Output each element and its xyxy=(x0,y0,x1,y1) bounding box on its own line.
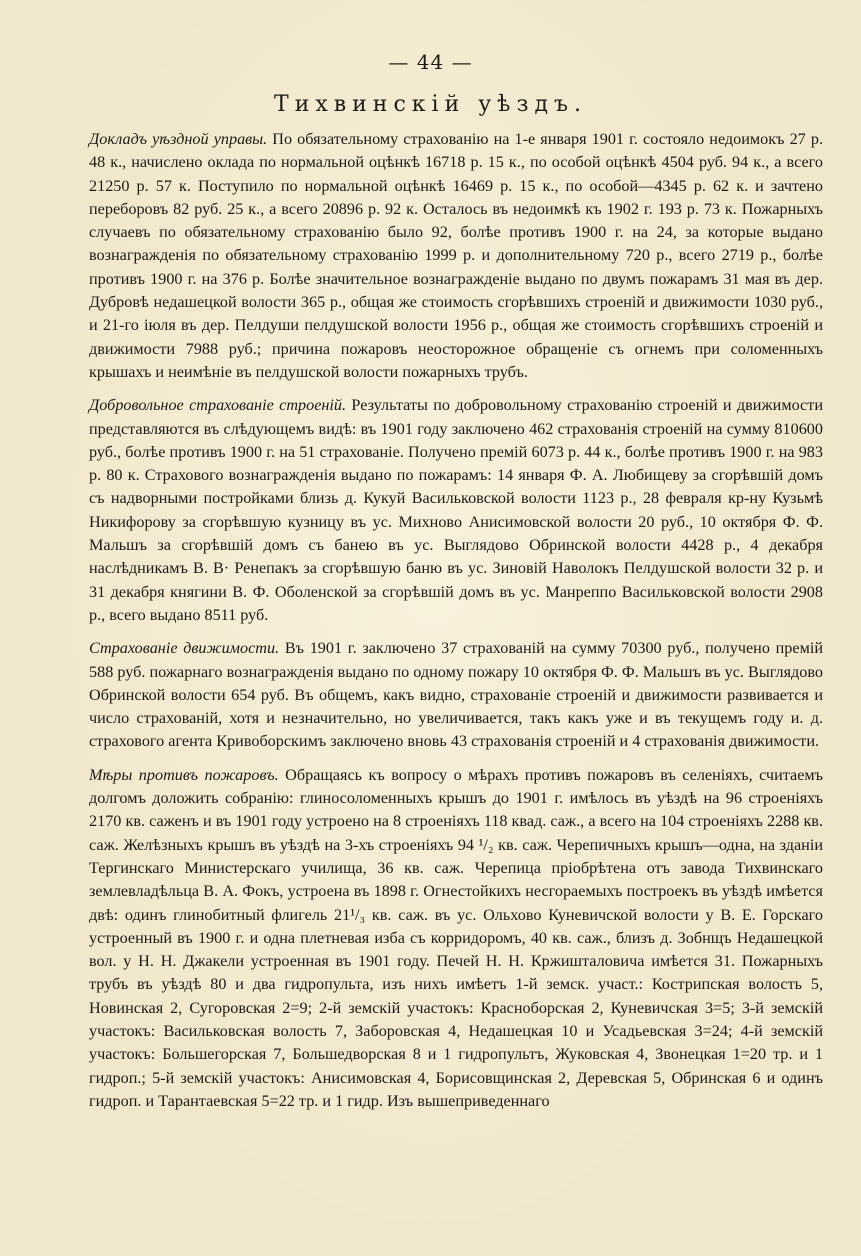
body-text xyxy=(89,128,823,1123)
paragraph-movable-property-insurance xyxy=(89,637,823,753)
paragraph-text: Обращаясь къ вопросу о мѣрахъ противъ пожаровъ въ селеніяхъ, считаемъ долгомъ доложить собранію: глиносоломенныхъ крышъ до 1901 г. имѣлось въ уѣздѣ на 96 строеніяхъ 2170 кв. саженъ и въ 1901 году устроено на 8 строеніяхъ 118 квад. саж., а всего на 104 строеніяхъ 2288 кв. саж. Желѣзныхъ крышъ въ уѣздѣ на 3-хъ строеніяхъ 94 ¹/₂ кв. саж. Черепичныхъ крышъ—одна, на зданіи Тергинскаго Министерскаго училища, 36 кв. саж. Черепица пріобрѣтена отъ завода Тихвинскаго землевладѣльца В. А. Фокъ, устроена въ 1898 г. Огнестойкихъ несгораемыхъ построекъ въ уѣздѣ имѣется двѣ: одинъ глинобитный флигель 21¹/₃ кв. саж. въ ус. Ольхово Куневичской волости у В. Е. Горскаго устроенный въ 1900 г. и одна плетневая изба съ корридоромъ, 40 кв. саж., близъ д. Зобнщъ Недашецкой вол. у Н. Н. Джакели устроенная въ 1901 году. Печей Н. Н. Кржишталовича имѣется 31. Пожарныхъ трубъ въ уѣздѣ 80 и два гидропульта, изъ нихъ имѣетъ 1-й земск. участ.: Кострипская волость 5, Новинская 2, Сугоровская 2=9; 2-й земскій участокъ: Красноборская 2, Куневичская 3=5; 3-й земскій участокъ: Васильковская волость 7, Заборовская 4, Недашецкая 10 и Усадьевская 3=24; 4-й земскій участокъ: Большегорская 7, Большедворская 8 и 1 гидропультъ, Жуковская 4, Звонецкая 1=20 тр. и 1 гидроп.; 5-й земскій участокъ: Анисимовская 4, Борисовщинская 2, Деревская 5, Обринская 6 и одинъ гидроп. и Тарантаевская 5=22 тр. и 1 гидр. Изъ вышеприведеннаго xyxy=(89,765,823,1110)
paragraph-lead: Мѣры противъ пожаровъ. xyxy=(89,765,279,784)
paragraph-voluntary-building-insurance xyxy=(89,394,823,627)
paragraph-fire-prevention-measures xyxy=(89,764,823,1113)
page-number: — 44 — xyxy=(388,50,473,74)
paragraph-text: По обязательному страхованію на 1-е января 1901 г. состояло недоимокъ 27 р. 48 к., начислено оклада по нормальной оцѣнкѣ 16718 р. 15 к., по особой оцѣнкѣ 4504 руб. 94 к., а всего 21250 р. 57 к. Поступило по нормальной оцѣнкѣ 16469 р. 15 к., по особой—4345 р. 62 к. и зачтено переборовъ 82 руб. 25 к., а всего 20896 р. 92 к. Осталось въ недоимкѣ къ 1902 г. 193 р. 73 к. Пожарныхъ случаевъ по обязательному страхованію было 92, болѣе противъ 1900 г. на 24, за которые выдано вознагражденія по обязательному страхованію 1999 р. и дополнительному 720 р., всего 2719 р., болѣе противъ 1900 г. на 376 р. Болѣе значительное вознагражденіе выдано по двумъ пожарамъ 31 мая въ дер. Дубровѣ недашецкой волости 365 р., общая же стоимость сгорѣвшихъ строеній и движимости 1030 руб., и 21-го іюля въ дер. Пелдуши пелдушской волости 1956 р., общая же стоимость сгорѣвшихъ строеній и движимости 7988 руб.; причина пожаровъ неосторожное обращеніе съ огнемъ при соломенныхъ крышахъ и неимѣніе въ пелдушской волости пожарныхъ трубъ. xyxy=(89,130,823,381)
paragraph-text: Результаты по добровольному страхованію строеній и движимости представляются въ слѣдующемъ видѣ: въ 1901 году заключено 462 страхованія строеній на сумму 810600 руб., болѣе противъ 1900 г. на 51 страхованіе. Получено премій 6073 р. 44 к., болѣе противъ 1900 г. на 983 р. 80 к. Страхового вознагражденія выдано по пожарамъ: 14 января Ф. А. Любищеву за сгорѣвшій домъ съ надворными постройками близь д. Кукуй Васильковской волости 1123 р., 28 февраля кр-ну Кузьмѣ Никифорову за сгорѣвшую кузницу въ ус. Михново Анисимовской волости 20 руб., 10 октября Ф. Ф. Мальшъ за сгорѣвшій домъ съ банею въ ус. Выглядово Обринской волости 4428 р., 4 декабря наслѣдникамъ В. В· Ренепакъ за сгорѣвшую баню въ ус. Зиновій Наволокъ Пелдушской волости 32 р. и 31 декабря княгини В. Ф. Оболенской за сгорѣвшій домъ въ ус. Манреппо Васильковской волости 2908 р., всего выдано 8511 руб. xyxy=(89,396,823,624)
section-heading: Тихвинскій уѣздъ. xyxy=(274,92,587,117)
paragraph-lead: Докладъ уѣздной управы. xyxy=(89,130,268,148)
paragraph-lead: Страхованіе движимости. xyxy=(89,639,280,658)
paragraph-text: Въ 1901 г. заключено 37 страхованій на сумму 70300 руб., получено премій 588 руб. пожарнаго вознагражденія выдано по одному пожару 10 октября Ф. Ф. Мальшъ въ ус. Выглядово Обринской волости 654 руб. Въ общемъ, какъ видно, страхованіе строеній и движимости развивается и число страхованій, хотя и незначительно, но увеличивается, такъ какъ уже и въ текущемъ году и. д. страхового агента Кривоборскимъ заключено вновь 43 страхованія строеній и 4 страхованія движимости. xyxy=(89,639,823,751)
paragraph-lead: Добровольное страхованіе строеній. xyxy=(89,396,347,415)
paragraph-district-board-report xyxy=(89,128,823,384)
